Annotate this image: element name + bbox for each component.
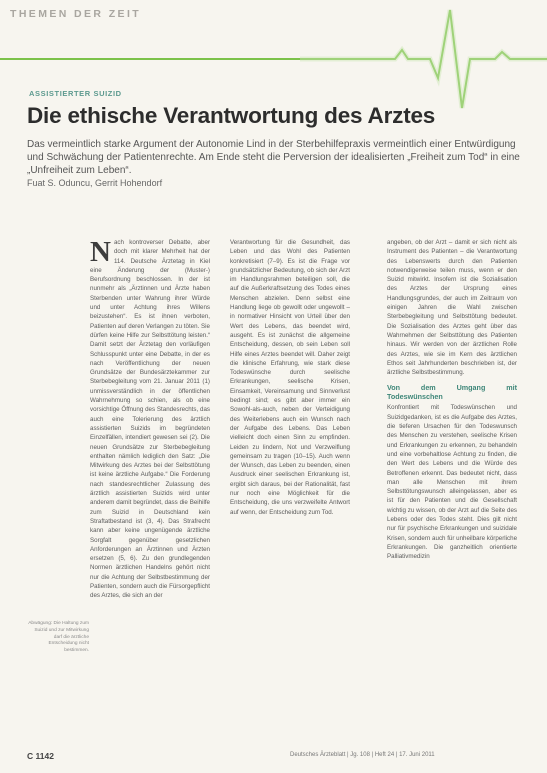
column-3-text: angeben, ob der Arzt – damit er sich nicht als Instrument des Patienten – die Verantwortung des Lebenswerts durch den Patienten notwendigerweise teilen muss, wenn er den Suizid mitwirkt. Insofern ist die Sozialisation des Arztes der Ursprung eines Handlungsgrundes, der auch im Zeitraum von einigen Jahren die Wahl zwischen Sterbebegleitung und Selbsttötung bedeutet. Die Sozialisation des Arztes geht über das Wahrnehmen der Selbsttötung des Patienten hinaus. Wir werden von der ärztlichen Rolle des Arztes, wie sie im Kern des ärztlichen Ethos seit Jahrhunderten beschrieben ist, der ärztliche Selbstbestimmung. [387, 239, 517, 377]
section-subheading: Von dem Umgang mit Todeswünschen [387, 383, 517, 402]
article-title: Die ethische Verantwortung des Arztes [27, 103, 436, 128]
section-label: THEMEN DER ZEIT [10, 8, 142, 20]
drop-cap: N [90, 238, 111, 268]
column-2-text: Verantwortung für die Gesundheit, das Leben und das Wohl des Patienten konkretisiert (7–9). Es ist die Frage vor grundsätzlicher Bedeutung, ob sich der Arzt im Handlungsrahmen beteiligen soll, die auf die Außerkraftsetzung des Todes eines Menschen abzielen. Denn selbst eine Handlung liege ob gewollt oder ungewollt – in normativer Hinsicht von Urteil über den Wert des Lebens, das beendet wird, ausgeht. Es ist zunächst die allgemeine Entscheidung, dessen, ob sein Leben soll Hilfe eines Arztes beendet will. Daher zeigt die klinische Erfahrung, wie stark diese Todeswünsche durch seelische Erkrankungen, seelische Krisen, Einsamkeit, Vereinsamung und Sinnverlust bedingt sind; es gibt aber immer ein Sowohl-als-auch, neben der Verteidigung des Weiterlebens auch ein Wunsch nach der Aufgabe des Lebens. Das Leben vielleicht doch einen Sinn zu empfinden. Leiden zu lindern, Not und Verzweiflung gemeinsam zu tragen (10–15). Auch wenn der Wunsch, das Leben zu beenden, einen Ausdruck einer seelischen Erkrankung ist, ergibt sich daraus, bei der Rationalität, fast nur noch eine Möglichkeit für die Entscheidung, die uns verzweifelte Antwort auf wenn, der Entscheidung zum Tod. [230, 239, 350, 516]
article-column-2 [230, 238, 350, 758]
article-column-1 [90, 238, 210, 758]
column-1-text: ach kontroverser Debatte, aber doch mit klarer Mehrheit hat der 114. Deutsche Ärztetag in Kiel eine Änderung der (Muster-) Berufsordnung beschlossen. In der ist nunmehr als „Ärztinnen und Ärzte haben Sterbenden unter Wahrung ihrer Würde und unter Achtung ihres Willens beizustehen“. Es ist ihnen verboten, Patienten auf deren Verlangen zu töten. Sie dürfen keine Hilfe zur Selbsttötung leisten.“ Damit setzt der Ärztetag den vorläufigen Schlusspunkt unter eine Debatte, in der es nach Veröffentlichung der neuen Grundsätze der Bundesärztekammer zur Sterbebegleitung vom 21. Januar 2011 (1) unmissverständlich in der öffentlichen Wahrnehmung so schien, als ob eine vorsichtige Öffnung des Standesrechts, das auch eine Tolerierung des ärztlich assistierten Suizids im begründeten Einzelfällen, intendiert gewesen sei (2). Die neuen Grundsätze zur Sterbebegleitung enthalten nämlich lediglich den Satz: „Die Mitwirkung des Arztes bei der Selbsttötung ist keine ärztliche Aufgabe.“ Die Forderung nach standesrechtlicher Zulassung des ärztlich assistierten Suizids wird unter anderem damit begründet, dass die Beihilfe zum Suizid in Deutschland kein Straftatbestand ist (3, 4). Das Strafrecht kann aber keine ungenügende ärztliche Sorgfalt gegenüber gesetzlichen Anforderungen an Ärztinnen und Ärzten ersetzen (5, 6). Zu den grundlegenden Normen ärztlichen Handelns gehört nicht nur die Achtung der Selbstbestimmung der Patienten, sondern auch die Fürsorgepflicht des Arztes, die sich an der [90, 239, 210, 600]
article-column-3 [387, 238, 517, 758]
article-lede: Das vermeintlich starke Argument der Autonomie Lind in der Sterbehilfepraxis vermeintlich einer Entwürdigung und Schwächung der Patientenrechte. Am Ende steht die Perversion der idealisierten „Freiheit zum Tod“ in eine „Unfreiheit zum Leben“. [27, 139, 520, 176]
page-footer: Deutsches Ärzteblatt | Jg. 108 | Heft 24 | 17. Juni 2011 [290, 752, 435, 758]
image-caption: Abwägung: Die Haltung zum Suizid und zur Mitwirkung darf die ärztliche Entscheidung nicht bestimmen. [28, 621, 89, 654]
article-authors: Fuat S. Oduncu, Gerrit Hohendorf [27, 178, 163, 188]
column-3-text-continued: Konfrontiert mit Todeswünschen und Suizidgedanken, ist es die Aufgabe des Arztes, die tieferen Ursachen für den Todeswunsch des Menschen zu verstehen, seelische Krisen und Erkrankungen zu erkennen, zu behandeln und eine vorbehaltlose Achtung zu finden, die den Wert des Lebens und die Würde des Betroffenen erkennt. Das bedeutet nicht, dass man alle Menschen mit ihrem Selbsttötungswunsch alleingelassen, aber es ist für den Patienten und die Gesellschaft wichtig zu wissen, ob der Arzt auf die Seite des Lebens oder des Todes steht. Dies gilt nicht nur für psychische Erkrankungen und suizidale Krisen, sondern auch für unheilbare körperliche Erkrankungen. Die ganzheitlich orientierte Palliativmedizin [387, 404, 517, 561]
page-number: C 1142 [27, 751, 54, 761]
article-kicker: ASSISTIERTER SUIZID [29, 89, 122, 98]
